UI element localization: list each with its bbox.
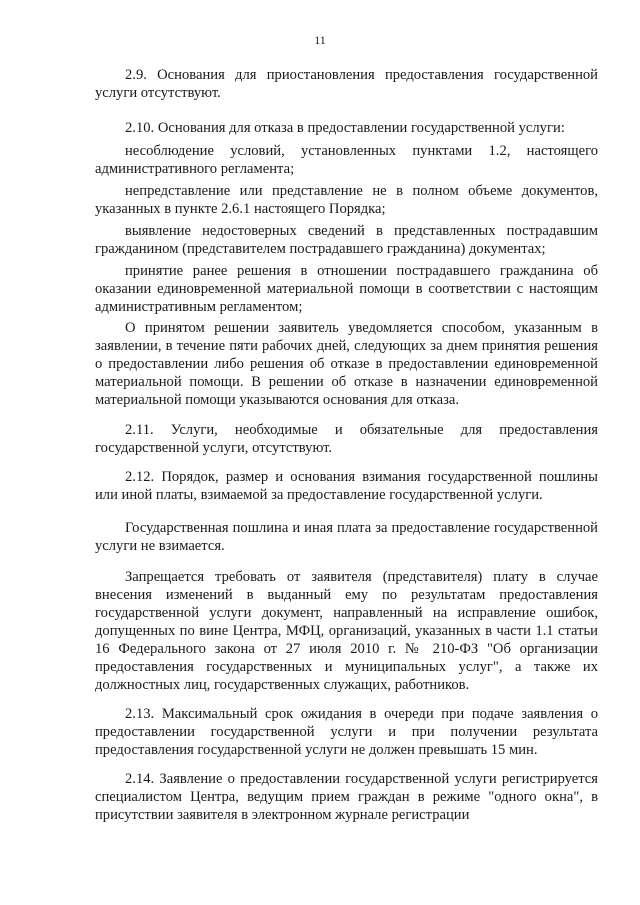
paragraph-reason-1: несоблюдение условий, установленных пунктами 1.2, настоящего административного регламента; xyxy=(95,143,598,177)
page-number: 11 xyxy=(314,33,326,47)
paragraph-2-10: 2.10. Основания для отказа в предоставлении государственной услуги: xyxy=(125,120,565,136)
paragraph-prohibition: Запрещается требовать от заявителя (представителя) плату в случае внесения изменений в выданный ему по результатам предоставления государственной услуги документ, направленный на исправление ошибок, допущенных по вине Центра, МФЦ, организаций, указанных в части 1.1 статьи 16 Федерального закона от 27 июля 2010 г. № 210-ФЗ "Об организации предоставления государственных и муниципальных услуг", а также их должностных лиц, государственных служащих, работников. xyxy=(95,569,598,693)
paragraph-2-12: 2.12. Порядок, размер и основания взимания государственной пошлины или иной платы, взимаемой за предоставление государственной услуги. xyxy=(95,469,598,503)
paragraph-fee: Государственная пошлина и иная плата за предоставление государственной услуги не взимается. xyxy=(95,520,598,554)
paragraph-notification: О принятом решении заявитель уведомляется способом, указанным в заявлении, в течение пяти рабочих дней, следующих за днем принятия решения о предоставлении либо решения об отказе в предоставлении единовременной материальной помощи. В решении об отказе в назначении единовременной материальной помощи указываются основания для отказа. xyxy=(95,320,598,408)
paragraph-2-11: 2.11. Услуги, необходимые и обязательные для предоставления государственной услуги, отсутствуют. xyxy=(95,422,598,456)
paragraph-2-13: 2.13. Максимальный срок ожидания в очереди при подаче заявления о предоставлении государственной услуги и при получении результата предоставления государственной услуги не должен превышать 15 мин. xyxy=(95,706,598,758)
paragraph-reason-3: выявление недостоверных сведений в представленных пострадавшим гражданином (представителем пострадавшего гражданина) документах; xyxy=(95,223,598,257)
paragraph-2-14: 2.14. Заявление о предоставлении государственной услуги регистрируется специалистом Центра, ведущим прием граждан в режиме "одного окна", в присутствии заявителя в электронном журнале регистрации xyxy=(95,771,598,823)
paragraph-reason-2: непредставление или представление не в полном объеме документов, указанных в пункте 2.6.1 настоящего Порядка; xyxy=(95,183,598,217)
paragraph-2-9: 2.9. Основания для приостановления предоставления государственной услуги отсутствуют. xyxy=(95,67,598,101)
paragraph-reason-4: принятие ранее решения в отношении пострадавшего гражданина об оказании единовременной материальной помощи в соответствии с настоящим административным регламентом; xyxy=(95,263,598,315)
